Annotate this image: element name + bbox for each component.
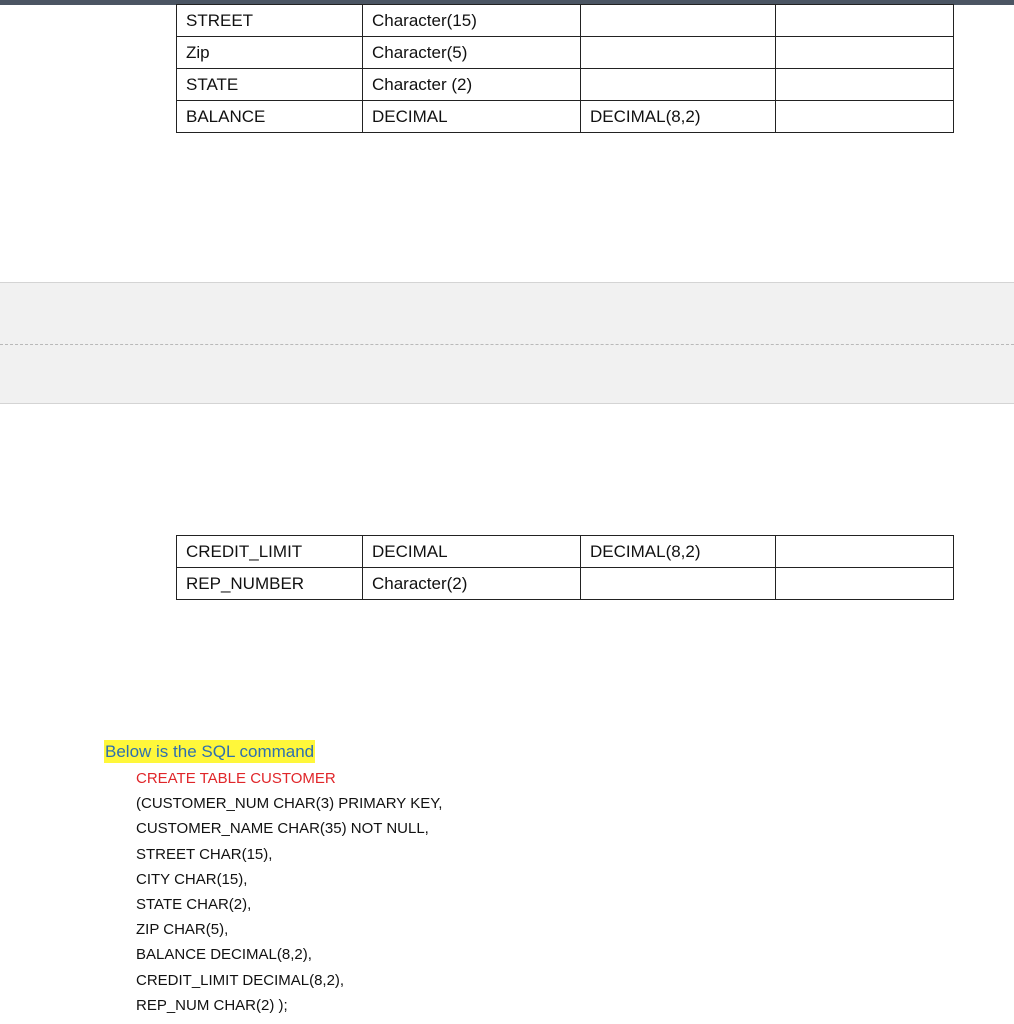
table-cell (776, 568, 954, 600)
table-row (177, 37, 954, 69)
table-cell: Character (2) (363, 69, 581, 101)
sql-line: CITY CHAR(15), (136, 870, 248, 888)
sql-line: REP_NUM CHAR(2) ); (136, 996, 288, 1014)
column-definition-table-bottom (176, 535, 954, 600)
sql-code-block (136, 766, 442, 1018)
sql-line: STREET CHAR(15), (136, 845, 273, 863)
table-cell: DECIMAL(8,2) (581, 101, 776, 133)
table-cell (581, 69, 776, 101)
table-cell (776, 69, 954, 101)
table-cell (776, 37, 954, 69)
table-row (177, 69, 954, 101)
table-cell (581, 5, 776, 37)
table-cell: CREDIT_LIMIT (177, 536, 363, 568)
table-cell: BALANCE (177, 101, 363, 133)
table-cell (581, 568, 776, 600)
sql-line: ZIP CHAR(5), (136, 921, 229, 939)
table-cell: DECIMAL(8,2) (581, 536, 776, 568)
table-cell: STREET (177, 5, 363, 37)
table-cell: STATE (177, 69, 363, 101)
table-row (177, 568, 954, 600)
table-cell: DECIMAL (363, 101, 581, 133)
sql-line: BALANCE DECIMAL(8,2), (136, 946, 312, 964)
table-cell (776, 5, 954, 37)
table-cell: Character(2) (363, 568, 581, 600)
table-cell: Character(15) (363, 5, 581, 37)
page-break-gap (0, 282, 1014, 404)
table-row (177, 5, 954, 37)
table-row (177, 536, 954, 568)
table-cell (776, 536, 954, 568)
sql-line: CREDIT_LIMIT DECIMAL(8,2), (136, 971, 345, 989)
sql-line: (CUSTOMER_NUM CHAR(3) PRIMARY KEY, (136, 795, 443, 813)
sql-heading: Below is the SQL command (105, 742, 315, 761)
table-cell: Character(5) (363, 37, 581, 69)
table-cell (776, 101, 954, 133)
column-definition-table-top (176, 4, 954, 133)
sql-create-line: CREATE TABLE CUSTOMER (136, 770, 336, 787)
table-cell (581, 37, 776, 69)
sql-line: STATE CHAR(2), (136, 895, 252, 913)
table-cell: REP_NUMBER (177, 568, 363, 600)
sql-line: CUSTOMER_NAME CHAR(35) NOT NULL, (136, 820, 429, 838)
page-break-divider (0, 344, 1014, 345)
table-row (177, 101, 954, 133)
table-cell: Zip (177, 37, 363, 69)
table-cell: DECIMAL (363, 536, 581, 568)
